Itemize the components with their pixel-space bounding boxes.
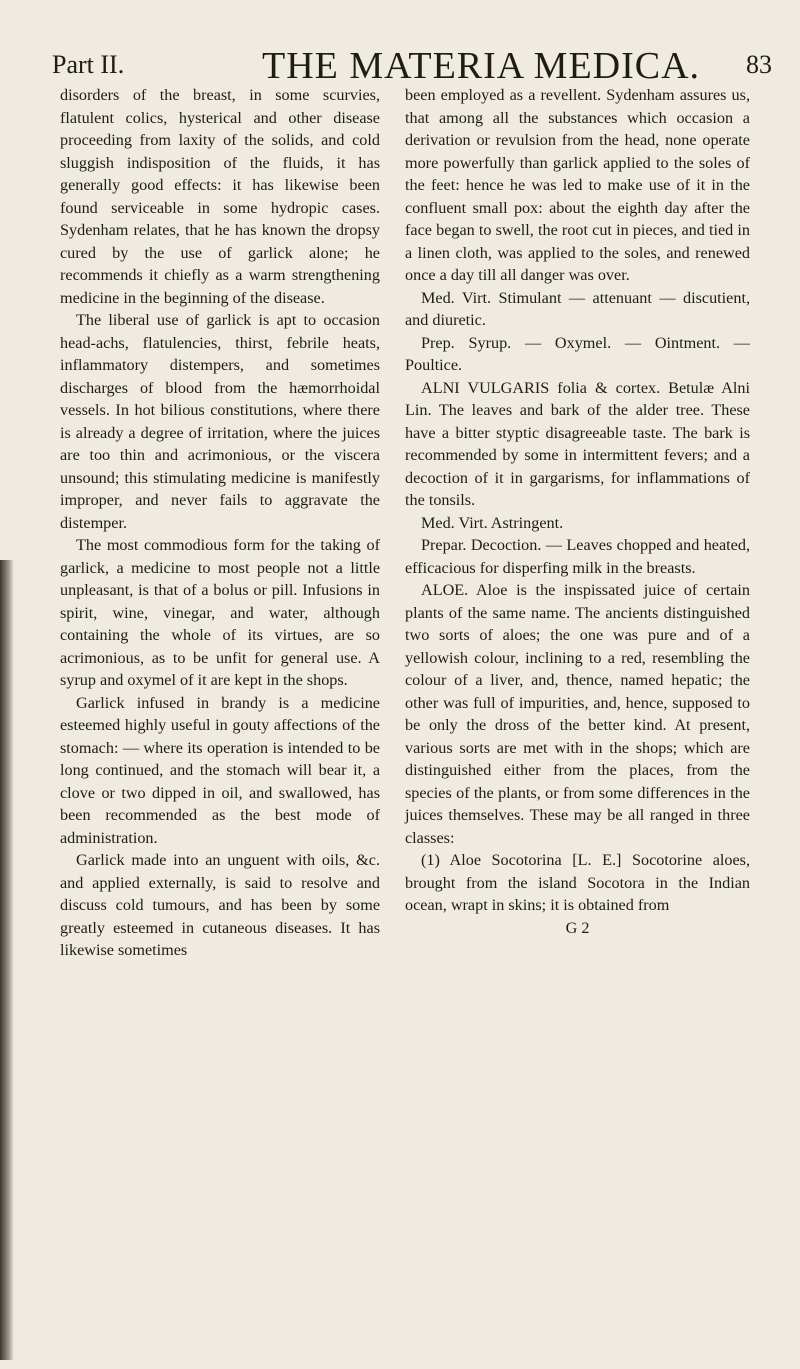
running-title: THE MATERIA MEDICA.	[262, 45, 701, 87]
entry-aloe: ALOE. Aloe is the inspissated juice of certain plants of the same name. The ancients distinguished two sorts of aloes; the one was pure and of a yellowish colour, inclining to a red, resembling the colour of a liver, and, thence, named hepatic; the other was full of impurities, and, hence, supposed to be only the dross of the better kind. At present, various sorts are met with in the shops; which are distinguished either from the places, from the species of the plants, or from some differences in the juices themselves. These may be all ranged in three classes:	[405, 581, 750, 847]
binding-shadow	[0, 560, 14, 1360]
left-column	[60, 84, 380, 962]
preparations-line: Prepar. Decoction. — Leaves chopped and heated, efficacious for disperfing milk in the breasts.	[405, 536, 750, 577]
part-label: Part II.	[52, 50, 125, 79]
entry-alni: ALNI VULGARIS folia & cortex. Betulæ Alni Lin. The leaves and bark of the alder tree. These have a bitter styptic disagreeable taste. The bark is recommended by some in intermittent fevers; and a decoction of it in gargarisms, for inflammations of the tonsils.	[405, 378, 750, 509]
virtues-line: Med. Virt. Stimulant — attenuant — discutient, and diuretic.	[405, 288, 750, 329]
paragraph: been employed as a revellent. Sydenham assures us, that among all the substances which occasion a derivation or revulsion from the head, none operate more powerfully than garlick applied to the soles of the feet: hence he was led to make use of it in the confluent small pox: about the eighth day after the face began to swell, the root cut in pieces, and tied in a linen cloth, was applied to the soles, and renewed once a day till all danger was over.	[405, 86, 750, 284]
paragraph: Garlick infused in brandy is a medicine esteemed highly useful in gouty affections of the stomach: — where its operation is intended to be long continued, and the stomach will bear it, a clove or two dipped in oil, and swallowed, has been recommended as the best mode of administration.	[60, 693, 380, 847]
page-header	[52, 42, 772, 87]
paragraph: The most commodious form for the taking of garlick, a medicine to most people not a little unpleasant, is that of a bolus or pill. Infusions in spirit, wine, vinegar, and water, although containing the whole of its virtues, are so acrimonious, as to be unfit for general use. A syrup and oxymel of it are kept in the shops.	[60, 536, 380, 689]
signature-mark: G 2	[565, 918, 590, 937]
right-column	[405, 84, 750, 939]
entry-aloe-socotorina: (1) Aloe Socotorina [L. E.] Socotorine aloes, brought from the island Socotora in the Indian ocean, wrapt in skins; it is obtained from	[405, 851, 750, 914]
virtues-line: Med. Virt. Astringent.	[421, 513, 564, 532]
page-number: 83	[746, 50, 772, 79]
paragraph: Garlick made into an unguent with oils, &c. and applied externally, is said to resolve and discuss cold tumours, and has been by some greatly esteemed in cutaneous diseases. It has likewise sometimes	[60, 851, 380, 959]
preparations-line: Prep. Syrup. — Oxymel. — Ointment. — Poultice.	[405, 333, 750, 374]
paragraph: disorders of the breast, in some scurvies, flatulent colics, hysterical and other disease proceeding from laxity of the solids, and cold sluggish indisposition of the fluids, it has generally good effects: it has likewise been found serviceable in some hydropic cases. Sydenham relates, that he has known the dropsy cured by the use of garlick alone; he recommends it chiefly as a warm strengthening medicine in the beginning of the disease.	[60, 86, 380, 307]
paragraph: The liberal use of garlick is apt to occasion head-achs, flatulencies, thirst, febrile heats, inflammatory distempers, and sometimes discharges of blood from the hæmorrhoidal vessels. In hot bilious constitutions, where there is already a degree of irritation, where the juices are too thin and acrimonious, or the viscera unsound; this stimulating medicine is manifestly improper, and never fails to aggravate the distemper.	[60, 311, 380, 532]
